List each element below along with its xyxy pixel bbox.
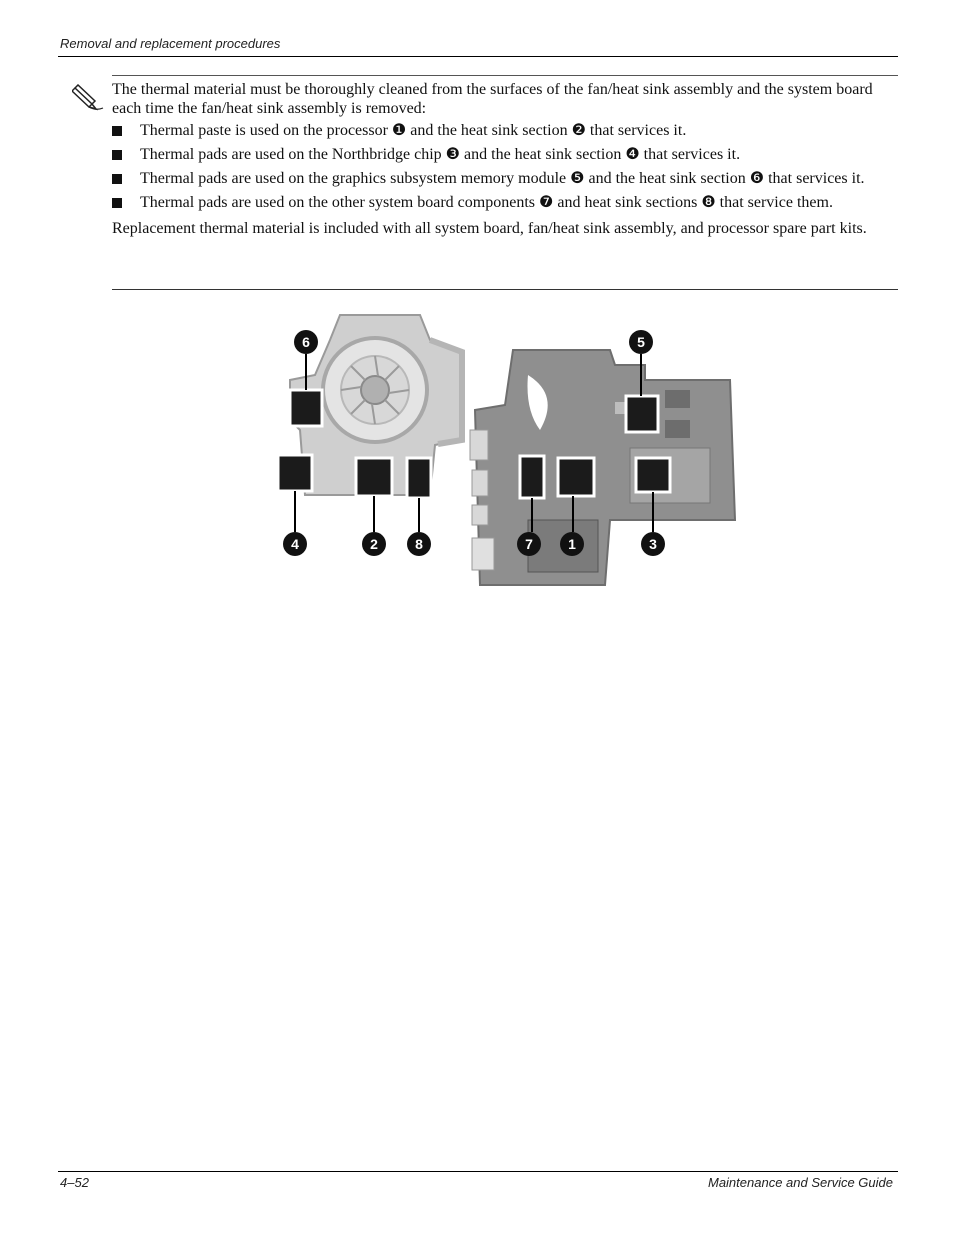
- square-bullet-icon: [112, 150, 122, 160]
- callout-6: 6: [294, 330, 318, 354]
- callout-1: 1: [560, 532, 584, 556]
- page-number: 4–52: [60, 1175, 89, 1190]
- note-closing: Replacement thermal material is included with all system board, fan/heat sink assembly, and processor spare part kits.: [112, 220, 867, 237]
- callout-5: 5: [629, 330, 653, 354]
- note-bullet-list: [112, 121, 898, 212]
- bullet-text: Thermal pads are used on the graphics subsystem memory module ❺ and the heat sink section ❻ that services it.: [140, 170, 865, 187]
- callout-4: 4: [283, 532, 307, 556]
- list-item: [112, 193, 898, 212]
- callout-2: 2: [362, 532, 386, 556]
- list-item: [112, 145, 898, 164]
- callout-3: 3: [641, 532, 665, 556]
- pencil-note-icon: [72, 84, 104, 112]
- running-header: Removal and replacement procedures: [60, 36, 281, 51]
- callout-8: 8: [407, 532, 431, 556]
- note-body: [112, 80, 898, 238]
- square-bullet-icon: [112, 198, 122, 208]
- square-bullet-icon: [112, 174, 122, 184]
- square-bullet-icon: [112, 126, 122, 136]
- bullet-text: Thermal pads are used on the Northbridge chip ❸ and the heat sink section ❹ that services it.: [140, 146, 741, 163]
- footer-rule: [58, 1171, 898, 1172]
- bullet-text: Thermal paste is used on the processor ❶ and the heat sink section ❷ that services it.: [140, 122, 687, 139]
- fan-and-system-board-drawing: [270, 310, 740, 595]
- list-item: [112, 169, 898, 188]
- guide-title: Maintenance and Service Guide: [707, 1175, 893, 1190]
- list-item: [112, 121, 898, 140]
- note-top-rule: [112, 75, 898, 76]
- note-bottom-rule: [112, 289, 898, 290]
- note-intro: The thermal material must be thoroughly cleaned from the surfaces of the fan/heat sink assembly and the system board each time the fan/heat sink assembly is removed:: [112, 81, 873, 117]
- callout-7: 7: [517, 532, 541, 556]
- thermal-material-illustration: [270, 310, 740, 595]
- header-rule: [58, 56, 898, 57]
- bullet-text: Thermal pads are used on the other system board components ❼ and heat sink sections ❽ that service them.: [140, 194, 833, 211]
